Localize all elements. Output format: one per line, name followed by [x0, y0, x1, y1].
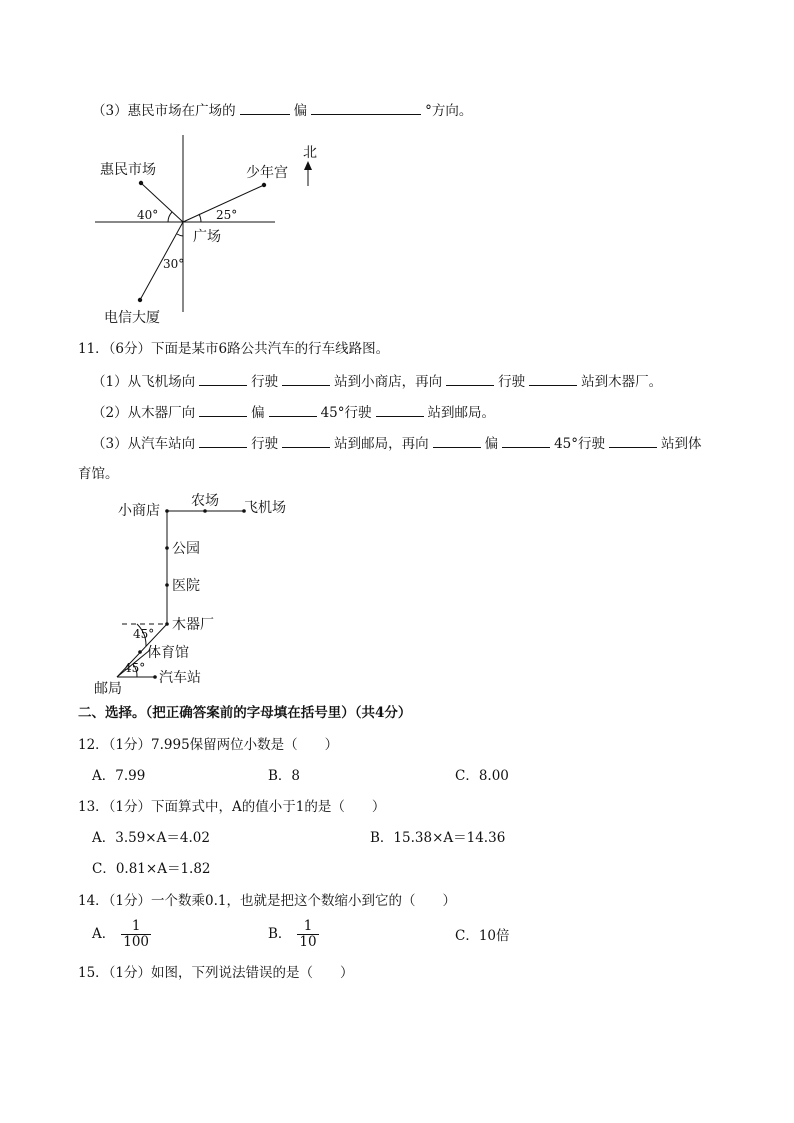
bus-route-map	[0, 480, 794, 700]
telecom-label: 电信大厦	[104, 310, 160, 326]
q14-option-b[interactable]	[268, 919, 319, 950]
direction-diagram	[0, 0, 794, 340]
angle-market: 40°	[137, 208, 159, 222]
q14-option-c[interactable]: C．10倍	[455, 928, 510, 944]
answer-blank[interactable]	[446, 372, 494, 386]
answer-blank[interactable]	[199, 403, 247, 417]
north-label: 北	[303, 145, 317, 161]
answer-blank[interactable]	[199, 434, 247, 448]
square-label: 广场	[193, 229, 221, 245]
q11-part3-cont: 育馆。	[78, 466, 119, 482]
angle-post: 45°	[124, 661, 146, 675]
q11-p1-text: 站到小商店，再向	[334, 374, 443, 390]
q11-p3-text: 45°行驶	[554, 436, 606, 452]
q11-p1-text: 站到木器厂。	[581, 374, 663, 390]
station-label: 汽车站	[159, 670, 201, 686]
answer-blank[interactable]	[269, 403, 317, 417]
q13-option-a[interactable]: A．3.59×A＝4.02	[92, 830, 210, 846]
q13-option-c[interactable]: C．0.81×A＝1.82	[92, 861, 211, 877]
q11-p2-text: （2）从木器厂向	[92, 405, 196, 421]
answer-blank[interactable]	[282, 434, 330, 448]
answer-blank[interactable]	[199, 372, 247, 386]
hospital-label: 医院	[172, 578, 200, 594]
q14-a-label: A．	[92, 926, 116, 942]
q13-option-b[interactable]: B．15.38×A＝14.36	[370, 830, 506, 846]
answer-blank[interactable]	[609, 434, 657, 448]
q11-p1-text: 行驶	[251, 374, 279, 390]
q11-p3-text: 偏	[484, 436, 499, 452]
farm-label: 农场	[191, 493, 219, 509]
q15-stem: 15．（1分）如图，下列说法错误的是（ ）	[78, 965, 354, 981]
palace-label: 少年宫	[246, 165, 288, 181]
section-title: 二、选择。（把正确答案前的字母填在括号里）（共4分）	[78, 705, 412, 721]
q13-stem: 13．（1分）下面算式中，A的值小于1的是（ ）	[78, 799, 386, 815]
q11-p1-text: 行驶	[498, 374, 526, 390]
fraction-denominator: 100	[123, 934, 150, 950]
fraction-denominator: 10	[299, 934, 317, 950]
q11-p2-text: 站到邮局。	[427, 405, 496, 421]
market-label: 惠民市场	[100, 162, 156, 178]
fraction-numerator: 1	[303, 918, 313, 934]
q12-option-b[interactable]: B．8	[268, 768, 301, 784]
q10-part3-suffix: °方向。	[425, 103, 473, 119]
q12-stem: 12．（1分）7.995保留两位小数是（ ）	[78, 737, 339, 753]
fraction-numerator: 1	[131, 918, 141, 934]
q11-part3	[92, 434, 702, 453]
q11-part2	[92, 403, 495, 422]
q11-part1	[92, 372, 662, 391]
q11-stem: 11．（6分）下面是某市6路公共汽车的行车线路图。	[78, 341, 390, 357]
q14-stem: 14．（1分）一个数乘0.1，也就是把这个数缩小到它的（ ）	[78, 893, 456, 909]
q10-part3-prefix: （3）惠民市场在广场的	[92, 103, 236, 119]
q11-p2-text: 偏	[251, 405, 265, 421]
factory-label: 木器厂	[172, 617, 214, 633]
q11-p3-text: （3）从汽车站向	[92, 436, 196, 452]
answer-blank[interactable]	[529, 372, 577, 386]
q11-p1-text: （1）从飞机场向	[92, 374, 196, 390]
q11-p2-text: 45°行驶	[320, 405, 372, 421]
post-label: 邮局	[94, 681, 122, 697]
airport-label: 飞机场	[244, 500, 286, 516]
angle-telecom: 30°	[163, 257, 185, 271]
answer-blank[interactable]	[502, 434, 550, 448]
q12-option-a[interactable]: A．7.99	[92, 768, 146, 784]
gym-label: 体育馆	[147, 645, 189, 661]
q11-p3-text: 站到邮局，再向	[334, 436, 429, 452]
q14-b-label: B．	[268, 926, 292, 942]
fraction	[121, 919, 151, 950]
q11-p3-text: 行驶	[251, 436, 279, 452]
q11-p3-text: 站到体	[661, 436, 702, 452]
answer-blank[interactable]	[433, 434, 481, 448]
fraction	[297, 919, 318, 950]
q12-option-c[interactable]: C．8.00	[455, 768, 509, 784]
park-label: 公园	[172, 541, 200, 557]
answer-blank[interactable]	[376, 403, 424, 417]
answer-blank[interactable]	[282, 372, 330, 386]
angle-factory: 45°	[133, 627, 155, 641]
angle-palace: 25°	[216, 208, 238, 222]
q10-part3-mid: 偏	[293, 103, 308, 119]
shop-label: 小商店	[118, 503, 160, 519]
q14-option-a[interactable]	[92, 919, 151, 950]
